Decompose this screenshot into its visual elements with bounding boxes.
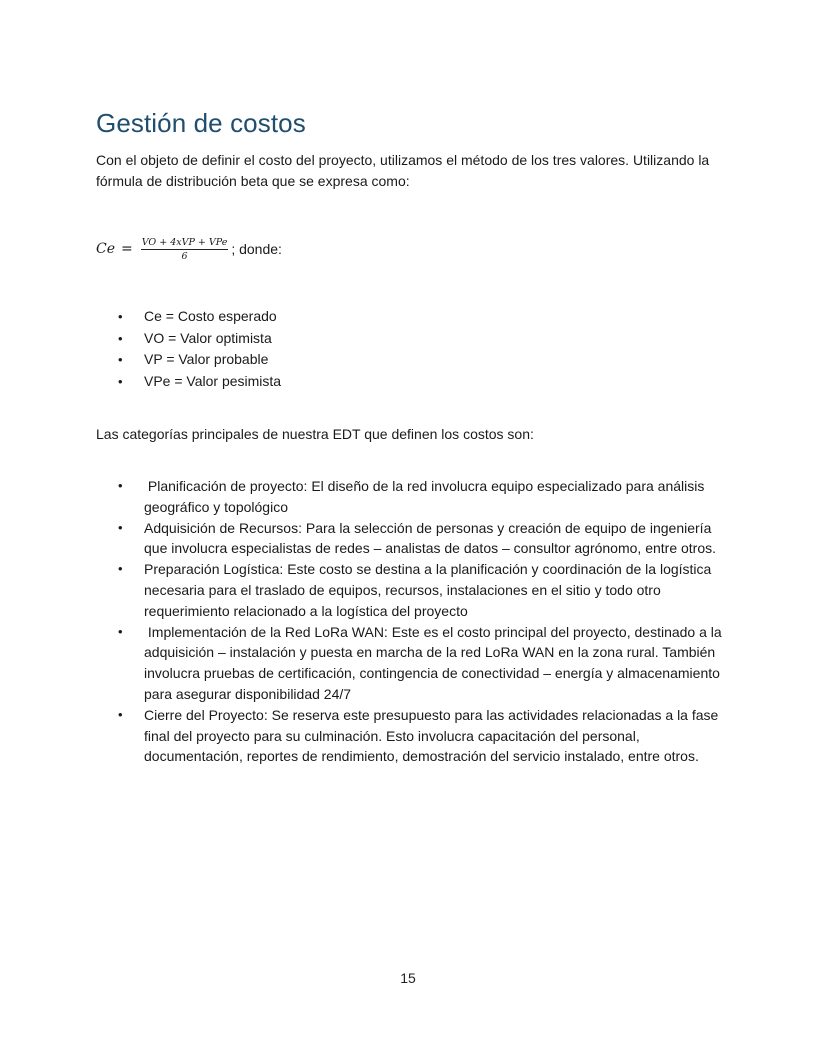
bullet-icon: • xyxy=(118,519,123,535)
formula-suffix: ; donde: xyxy=(231,241,282,257)
list-item xyxy=(118,476,723,518)
list-item xyxy=(118,559,723,621)
beta-formula xyxy=(96,232,282,266)
bullet-icon: • xyxy=(118,373,123,389)
bullet-icon: • xyxy=(118,706,123,722)
bullet-icon: • xyxy=(118,561,123,577)
definition-text: VP = Valor probable xyxy=(144,351,269,367)
bullet-icon: • xyxy=(118,478,123,493)
category-text: Implementación de la Red LoRa WAN: Este es el costo principal del proyecto, destinado a la adquisición – instalación y puesta en marcha de la red LoRa WAN en la zona rural. También involucra pruebas de certificación, contingencia de conectividad – energía y almacenamiento para asegurar disponibilidad 24/7 xyxy=(144,623,726,702)
formula-equals: = xyxy=(121,241,133,257)
list-item xyxy=(118,328,281,350)
page-number: 15 xyxy=(400,970,416,986)
definition-text: VPe = Valor pesimista xyxy=(144,372,282,389)
section-heading: Gestión de costos xyxy=(96,108,306,138)
list-item xyxy=(118,349,281,371)
definition-text: VO = Valor optimista xyxy=(144,329,272,346)
categories-list xyxy=(118,476,726,767)
category-text: Cierre del Proyecto: Se reserva este presupuesto para las actividades relacionadas a la fase final del proyecto para su culminación. Esto involucra capacitación del personal, documentación, reportes de rendimiento, demostración del servicio instalado, entre otros. xyxy=(144,706,719,765)
bullet-icon: • xyxy=(118,623,123,639)
category-text: Preparación Logística: Este costo se destina a la planificación y coordinación de la logística necesaria para el traslado de equipos, recursos, instalaciones en el sitio y todo otro requerimiento relacionado a la logística del proyecto xyxy=(144,561,712,619)
definitions-list xyxy=(118,306,281,392)
category-text: Adquisición de Recursos: Para la selección de personas y creación de equipo de ingeniería que involucra especialistas de redes – analistas de datos – consultor agrónomo, entre otros. xyxy=(144,519,717,557)
bullet-icon: • xyxy=(118,309,123,324)
definition-text: Ce = Costo esperado xyxy=(144,308,277,324)
list-item xyxy=(118,622,726,705)
list-item xyxy=(118,518,723,560)
formula-lhs: Ce xyxy=(96,241,115,257)
intro-paragraph: Con el objeto de definir el costo del proyecto, utilizamos el método de los tres valores. Utilizando la fórmula de distribución beta que se expresa como: xyxy=(96,152,710,189)
bullet-icon: • xyxy=(118,352,123,367)
formula-denominator: 6 xyxy=(181,250,188,262)
list-item xyxy=(118,371,281,393)
list-item xyxy=(118,705,723,767)
categories-heading: Las categorías principales de nuestra EDT que definen los costos son: xyxy=(96,426,534,442)
list-item xyxy=(118,306,281,328)
bullet-icon: • xyxy=(118,330,123,346)
formula-fraction xyxy=(141,237,229,262)
formula-numerator: VO + 4xVP + VPe xyxy=(141,236,228,248)
category-text: Planificación de proyecto: El diseño de la red involucra equipo especializado para análisis geográfico y topológico xyxy=(144,478,709,515)
